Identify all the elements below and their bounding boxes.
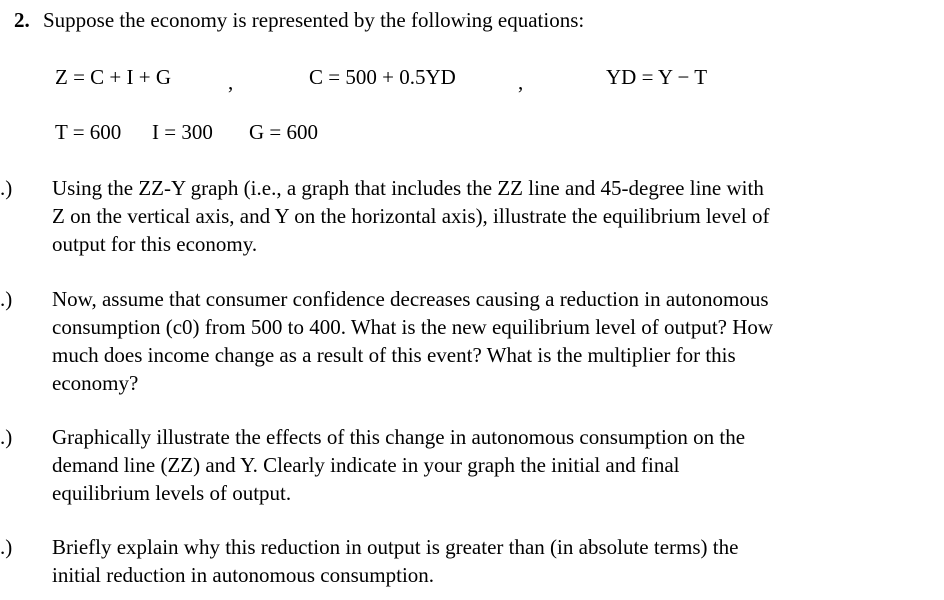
part-c-line-1: Graphically illustrate the effects of this change in autonomous consumption on the bbox=[52, 425, 746, 449]
part-b-line-3: much does income change as a result of this event? What is the multiplier for this bbox=[52, 343, 736, 367]
part-b-text bbox=[52, 285, 892, 397]
part-c-text bbox=[52, 423, 892, 507]
equation-z: Z = C + I + G bbox=[55, 65, 172, 89]
equation-separator-1: , bbox=[228, 70, 234, 94]
part-d-label: .) bbox=[0, 535, 13, 559]
question-intro: Suppose the economy is represented by the following equations: bbox=[43, 8, 585, 32]
part-c-line-3: equilibrium levels of output. bbox=[52, 481, 292, 505]
part-a-line-2: Z on the vertical axis, and Y on the horizontal axis), illustrate the equilibrium level of bbox=[52, 204, 770, 228]
equation-g: G = 600 bbox=[249, 120, 319, 144]
part-c-line-2: demand line (ZZ) and Y. Clearly indicate in your graph the initial and final bbox=[52, 453, 680, 477]
part-b-line-4: economy? bbox=[52, 371, 139, 395]
part-b-label: .) bbox=[0, 287, 13, 311]
equation-separator-2: , bbox=[518, 70, 524, 94]
question-header bbox=[14, 6, 584, 34]
equation-t: T = 600 bbox=[55, 120, 122, 144]
part-a-line-1: Using the ZZ-Y graph (i.e., a graph that includes the ZZ line and 45-degree line with bbox=[52, 176, 764, 200]
part-d-line-1: Briefly explain why this reduction in output is greater than (in absolute terms) the bbox=[52, 535, 739, 559]
equation-c: C = 500 + 0.5YD bbox=[309, 65, 456, 89]
part-a-text bbox=[52, 174, 892, 258]
question-number: 2. bbox=[14, 8, 30, 32]
part-c-label: .) bbox=[0, 425, 13, 449]
part-b-line-2: consumption (c0) from 500 to 400. What is the new equilibrium level of output? How bbox=[52, 315, 774, 339]
part-a-line-3: output for this economy. bbox=[52, 232, 258, 256]
part-b-line-1: Now, assume that consumer confidence decreases causing a reduction in autonomous bbox=[52, 287, 769, 311]
part-d-line-2: initial reduction in autonomous consumption. bbox=[52, 563, 435, 587]
equation-yd: YD = Y − T bbox=[606, 65, 708, 89]
equation-i: I = 300 bbox=[152, 120, 213, 144]
part-a-label: .) bbox=[0, 176, 13, 200]
part-d-text bbox=[52, 533, 892, 589]
